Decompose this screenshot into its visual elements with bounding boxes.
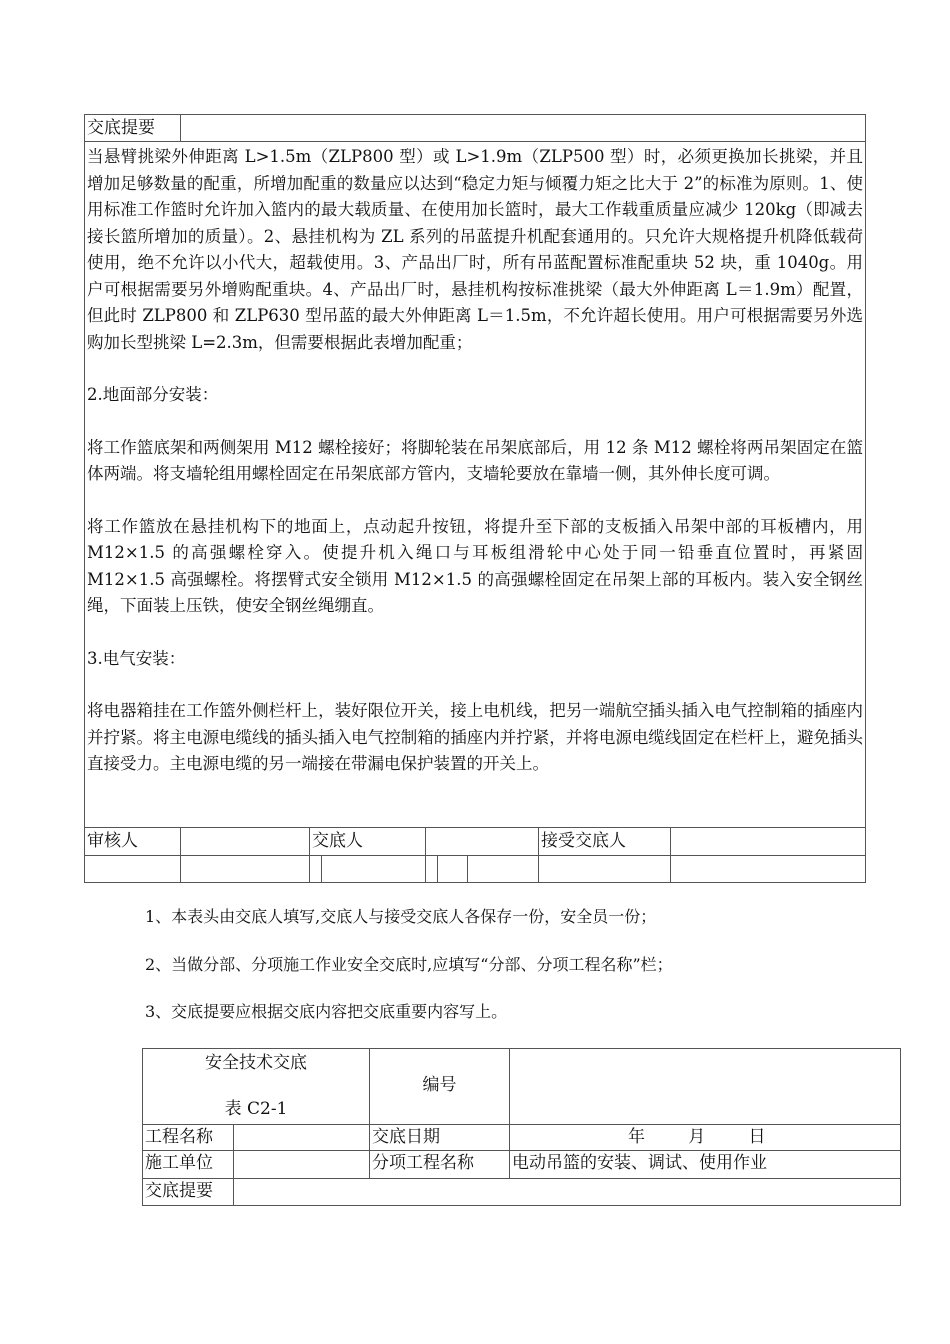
unit-value: [234, 1151, 370, 1178]
blank-cell: [310, 856, 322, 882]
receiver-value: [671, 828, 867, 855]
reviewer-value: [181, 828, 310, 855]
blank-cell: [322, 856, 426, 882]
summary-row: [143, 1179, 900, 1205]
receiver-label: 接受交底人: [539, 828, 671, 855]
disclosure-content: [85, 142, 865, 828]
summary-value-cell: [181, 115, 867, 141]
blank-cell: [539, 856, 671, 882]
blank-cell: [85, 856, 181, 882]
number-value: [510, 1049, 902, 1124]
date-label: 交底日期: [370, 1125, 510, 1150]
sub-project-label: 分项工程名称: [370, 1151, 510, 1178]
project-name-value: [234, 1125, 370, 1150]
form-title-cell: [143, 1049, 370, 1124]
note-3: 3、交底提要应根据交底内容把交底重要内容写上。: [145, 1002, 508, 1021]
number-label: 编号: [422, 1075, 457, 1095]
form-number: 表 C2-1: [224, 1099, 288, 1119]
summary-value: [234, 1179, 902, 1205]
disclosure-table: [84, 114, 866, 883]
unit-label: 施工单位: [143, 1151, 234, 1178]
discloser-label: 交底人: [310, 828, 426, 855]
number-label-cell: [370, 1049, 510, 1124]
unit-row: [143, 1151, 900, 1179]
summary-label: 交底提要: [85, 115, 181, 141]
project-name-label: 工程名称: [143, 1125, 234, 1150]
blank-cell: [671, 856, 867, 882]
discloser-value: [426, 828, 539, 855]
signature-blank-row: [85, 856, 865, 882]
signature-row: [85, 828, 865, 856]
paragraph-ground-2: 将工作篮放在悬挂机构下的地面上，点动起升按钮，将提升至下部的支板插入吊架中部的耳板槽内，用 M12×1.5 的高强螺栓穿入。使提升机入绳口与耳板组滑轮中心处于同一铅垂直位置时，再紧固 M12×1.5 高强螺栓。将摆臂式安全锁用 M12×1.5 的高强螺栓固定在吊架上部的耳板内。装入安全钢丝绳，下面装上压铁，使安全钢丝绳绷直。: [87, 516, 863, 615]
project-row: [143, 1125, 900, 1151]
section-heading-ground: 2.地面部分安装：: [87, 385, 219, 404]
paragraph-ground-1: 将工作篮底架和两侧架用 M12 螺栓接好；将脚轮装在吊架底部后，用 12 条 M12 螺栓将两吊架固定在篮体两端。将支墙轮组用螺栓固定在吊架底部方管内，支墙轮要放在靠墙一侧，其外伸长度可调。: [87, 437, 863, 483]
section-heading-electric: 3.电气安装：: [87, 648, 186, 668]
reviewer-label: 审核人: [85, 828, 181, 855]
blank-cell: [438, 856, 468, 882]
paragraph-electric: 将电器箱挂在工作篮外侧栏杆上，装好限位开关，接上电机线，把另一端航空插头插入电气控制箱的插座内并拧紧。将主电源电缆线的插头插入电气控制箱的插座内并拧紧，并将电源电缆线固定在栏杆上，避免插头直接受力。主电源电缆的另一端接在带漏电保护装置的开关上。: [87, 701, 863, 773]
date-value: 年 月 日: [628, 1127, 766, 1147]
blank-cell: [426, 856, 438, 882]
table-header-row: [85, 115, 865, 142]
note-1: 1、本表头由交底人填写,交底人与接受交底人各保存一份，安全员一份；: [145, 907, 657, 926]
form-title: 安全技术交底: [205, 1053, 307, 1073]
summary-label: 交底提要: [143, 1179, 234, 1205]
paragraph-intro: 当悬臂挑梁外伸距离 L>1.5m（ZLP800 型）或 L>1.9m（ZLP500 型）时，必须更换加长挑梁，并且增加足够数量的配重，所增加配重的数量应以达到“稳定力矩与倾覆力矩之比大于 2”的标准为原则。1、使用标准工作篮时允许加入篮内的最大载质量、在使用加长篮时，最大工作载重质量应减少 120kg（即减去接长篮所增加的质量）。2、悬挂机构为 ZL 系列的吊蓝提升机配套通用的。只允许大规格提升机降低载荷使用，绝不允许以小代大，超载使用。3、产品出厂时，所有吊蓝配置标准配重块 52 块，重 1040g。用户可根据需要另外增购配重块。4、产品出厂时，悬挂机构按标准挑梁（最大外伸距离 L＝1.9m）配置，但此时 ZLP800 和 ZLP630 型吊蓝的最大外伸距离 L＝1.5m，不允许超长使用。用户可根据需要另外选购加长型挑梁 L=2.3m，但需要根据此表增加配重；: [87, 147, 863, 352]
form-header-row: [143, 1049, 900, 1125]
technical-disclosure-form: [142, 1048, 901, 1206]
blank-cell: [468, 856, 539, 882]
note-2: 2、当做分部、分项施工作业安全交底时,应填写“分部、分项工程名称”栏；: [145, 955, 673, 974]
sub-project-value: 电动吊篮的安装、调试、使用作业: [512, 1153, 767, 1173]
blank-cell: [181, 856, 310, 882]
